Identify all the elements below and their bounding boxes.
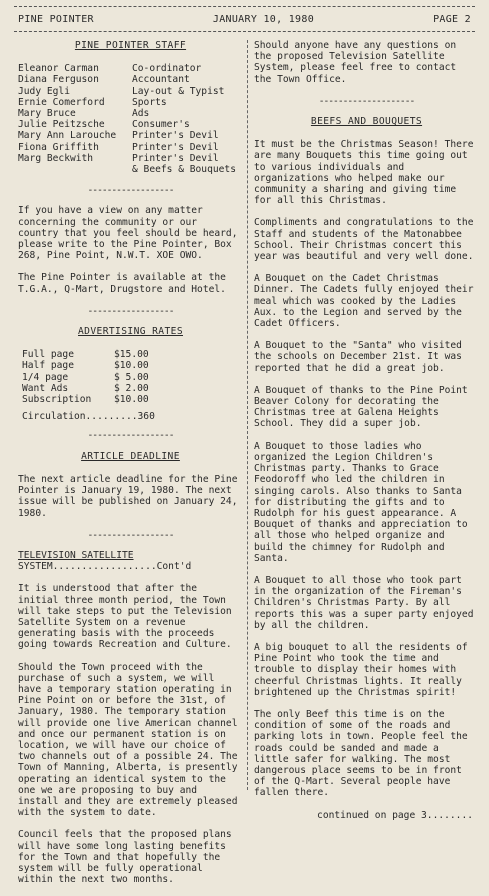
beefs-paragraph: A big bouquet to all the residents of Pine Point who took the time and trouble to display their homes with cheerful Christmas lights. It really brightened up the Christmas spirit! xyxy=(254,641,468,698)
separator: ------------------ xyxy=(87,529,174,541)
staff-name: Julie Peitzsche xyxy=(18,119,105,131)
staff-role: Printer's Devil xyxy=(132,130,219,142)
letters-invite: If you have a view on any matter concerning the community or our country that you feel should be heard, please write to the Pine Pointer, Box 268, Pine Point, N.W.T. XOE OWO. xyxy=(18,205,238,262)
beefs-paragraph: A Bouquet to the "Santa" who visited the schools on December 21st. It was reported that he did a great job. xyxy=(254,340,462,374)
deadline-heading: ARTICLE DEADLINE xyxy=(81,450,180,462)
beefs-paragraph: A Bouquet to all those who took part in the organization of the Fireman's Children's Christmas Party. By all reports this was a super party enjoyed by all the children. xyxy=(254,574,474,631)
rate-price: $15.00 xyxy=(114,349,149,361)
tv-paragraph: Should the Town proceed with the purchase of such a system, we will have a temporary station operating in Pine Point on or before the 31st, of January, 1980. The temporary station will provide one live American channel and once our permanent station is on location, we will have our choice of two channels out of a possible 24. The Town of Manning, Alberta, is presently operating an identical system to the one we are proposing to buy and install and they are extremely pleased with the system to date. xyxy=(18,661,238,819)
staff-name: Judy Egli xyxy=(18,85,70,97)
staff-name: Fiona Griffith xyxy=(18,141,99,153)
staff-role: Sports xyxy=(132,96,167,108)
page-header xyxy=(14,6,475,32)
left-column xyxy=(18,40,243,896)
publication-name: PINE POINTER xyxy=(18,13,94,25)
rate-price: $ 2.00 xyxy=(114,382,149,394)
staff-list xyxy=(18,63,243,175)
staff-role: Lay-out & Typist xyxy=(132,85,225,97)
rate-label: Half page xyxy=(22,360,74,372)
issue-date: JANUARY 10, 1980 xyxy=(212,13,315,25)
beefs-paragraph: A Bouquet of thanks to the Pine Point Beaver Colony for decorating the Christmas tree at Galena Heights School. They did a super job. xyxy=(254,384,468,430)
tv-heading xyxy=(18,550,243,572)
beefs-paragraph: A Bouquet on the Cadet Christmas Dinner. The Cadets fully enjoyed their meal which was cooked by the Ladies Aux. to the Legion and served by the Cadet Officers. xyxy=(254,273,474,330)
right-column xyxy=(254,40,479,821)
staff-name: Mary Ann Larouche xyxy=(18,130,117,142)
availability-note: The Pine Pointer is available at the T.G.A., Q-Mart, Drugstore and Hotel. xyxy=(18,272,226,295)
staff-name: Diana Ferguson xyxy=(18,74,99,86)
rate-label: Want Ads xyxy=(22,382,69,394)
page-number: PAGE 2 xyxy=(433,13,471,25)
staff-role: Co-ordinator xyxy=(132,63,202,75)
tv-paragraph: Should anyone have any questions on the proposed Television Satellite System, please feel free to contact the Town Office. xyxy=(254,40,457,85)
staff-heading: PINE POINTER STAFF xyxy=(74,40,187,51)
rates-table xyxy=(22,349,243,405)
staff-name xyxy=(18,164,132,175)
staff-name: Marg Beckwith xyxy=(18,152,94,164)
staff-name: Ernie Comerford xyxy=(18,96,105,108)
separator: ------------------ xyxy=(87,305,174,317)
staff-role: & Beefs & Bouquets xyxy=(132,164,236,176)
rates-heading: ADVERTISING RATES xyxy=(78,326,183,338)
column-divider xyxy=(247,40,248,790)
staff-name: Mary Bruce xyxy=(18,108,76,120)
continued-note: continued on page 3........ xyxy=(317,809,473,821)
beefs-paragraph: The only Beef this time is on the condition of some of the roads and parking lots in town. People feel the roads could be sanded and made a little safer for walking. The most dangerous place seems to be in front of the Q-Mart. Several people have fallen there. xyxy=(254,708,468,799)
rate-price: $ 5.00 xyxy=(114,371,149,383)
beefs-paragraph: A Bouquet to those ladies who organized the Legion Children's Christmas party. Thanks to Grace Feodoroff who led the children in singing carols. Also thanks to Santa for distributing the gifts and to Rudolph for his guest appearance. A Bouquet of thanks and appreciation to all those who helped organize and build the chimney for Rudolph and Santa. xyxy=(254,440,468,564)
rate-price: $10.00 xyxy=(114,360,149,372)
beefs-paragraph: It must be the Christmas Season! There are many Bouquets this time going out to various individuals and organizations who helped make our community a sharing and giving time for all this Christmas. xyxy=(254,139,474,207)
rate-label: Subscription xyxy=(22,394,92,406)
staff-role: Accountant xyxy=(132,74,190,86)
tv-title-line1: TELEVISION SATELLITE xyxy=(18,549,134,561)
separator: ------------------ xyxy=(87,185,174,197)
staff-role: Printer's Devil xyxy=(132,152,219,164)
tv-title-line2: SYSTEM..................Cont'd xyxy=(18,561,192,573)
rate-label: 1/4 page xyxy=(22,371,69,383)
staff-role: Ads xyxy=(132,108,150,120)
separator: -------------------- xyxy=(318,95,415,107)
beefs-heading: BEEFS AND BOUQUETS xyxy=(310,116,423,128)
rate-label: Full page xyxy=(22,349,74,361)
rate-price: $10.00 xyxy=(114,394,149,406)
deadline-text: The next article deadline for the Pine Pointer is January 19, 1980. The next issue will be published on January 24, 1980. xyxy=(18,473,238,519)
circulation: Circulation.........360 xyxy=(22,411,155,423)
tv-paragraph: Council feels that the proposed plans will have some long lasting benefits for the Town and that hopefully the system will be fully operational within the next two months. xyxy=(18,829,232,886)
tv-paragraph: It is understood that after the initial three month period, the Town will take steps to put the Television Satellite System on a revenue generating basis with the proceeds going towards Recreation and Culture. xyxy=(18,583,232,651)
staff-role: Consumer's xyxy=(132,119,190,131)
staff-name: Eleanor Carman xyxy=(18,63,99,75)
staff-role: Printer's Devil xyxy=(132,141,219,153)
beefs-paragraph: Compliments and congratulations to the Staff and students of the Matonabbee School. Their Christmas concert this year was beautiful and very well done. xyxy=(254,217,474,263)
separator: ------------------ xyxy=(87,430,174,442)
